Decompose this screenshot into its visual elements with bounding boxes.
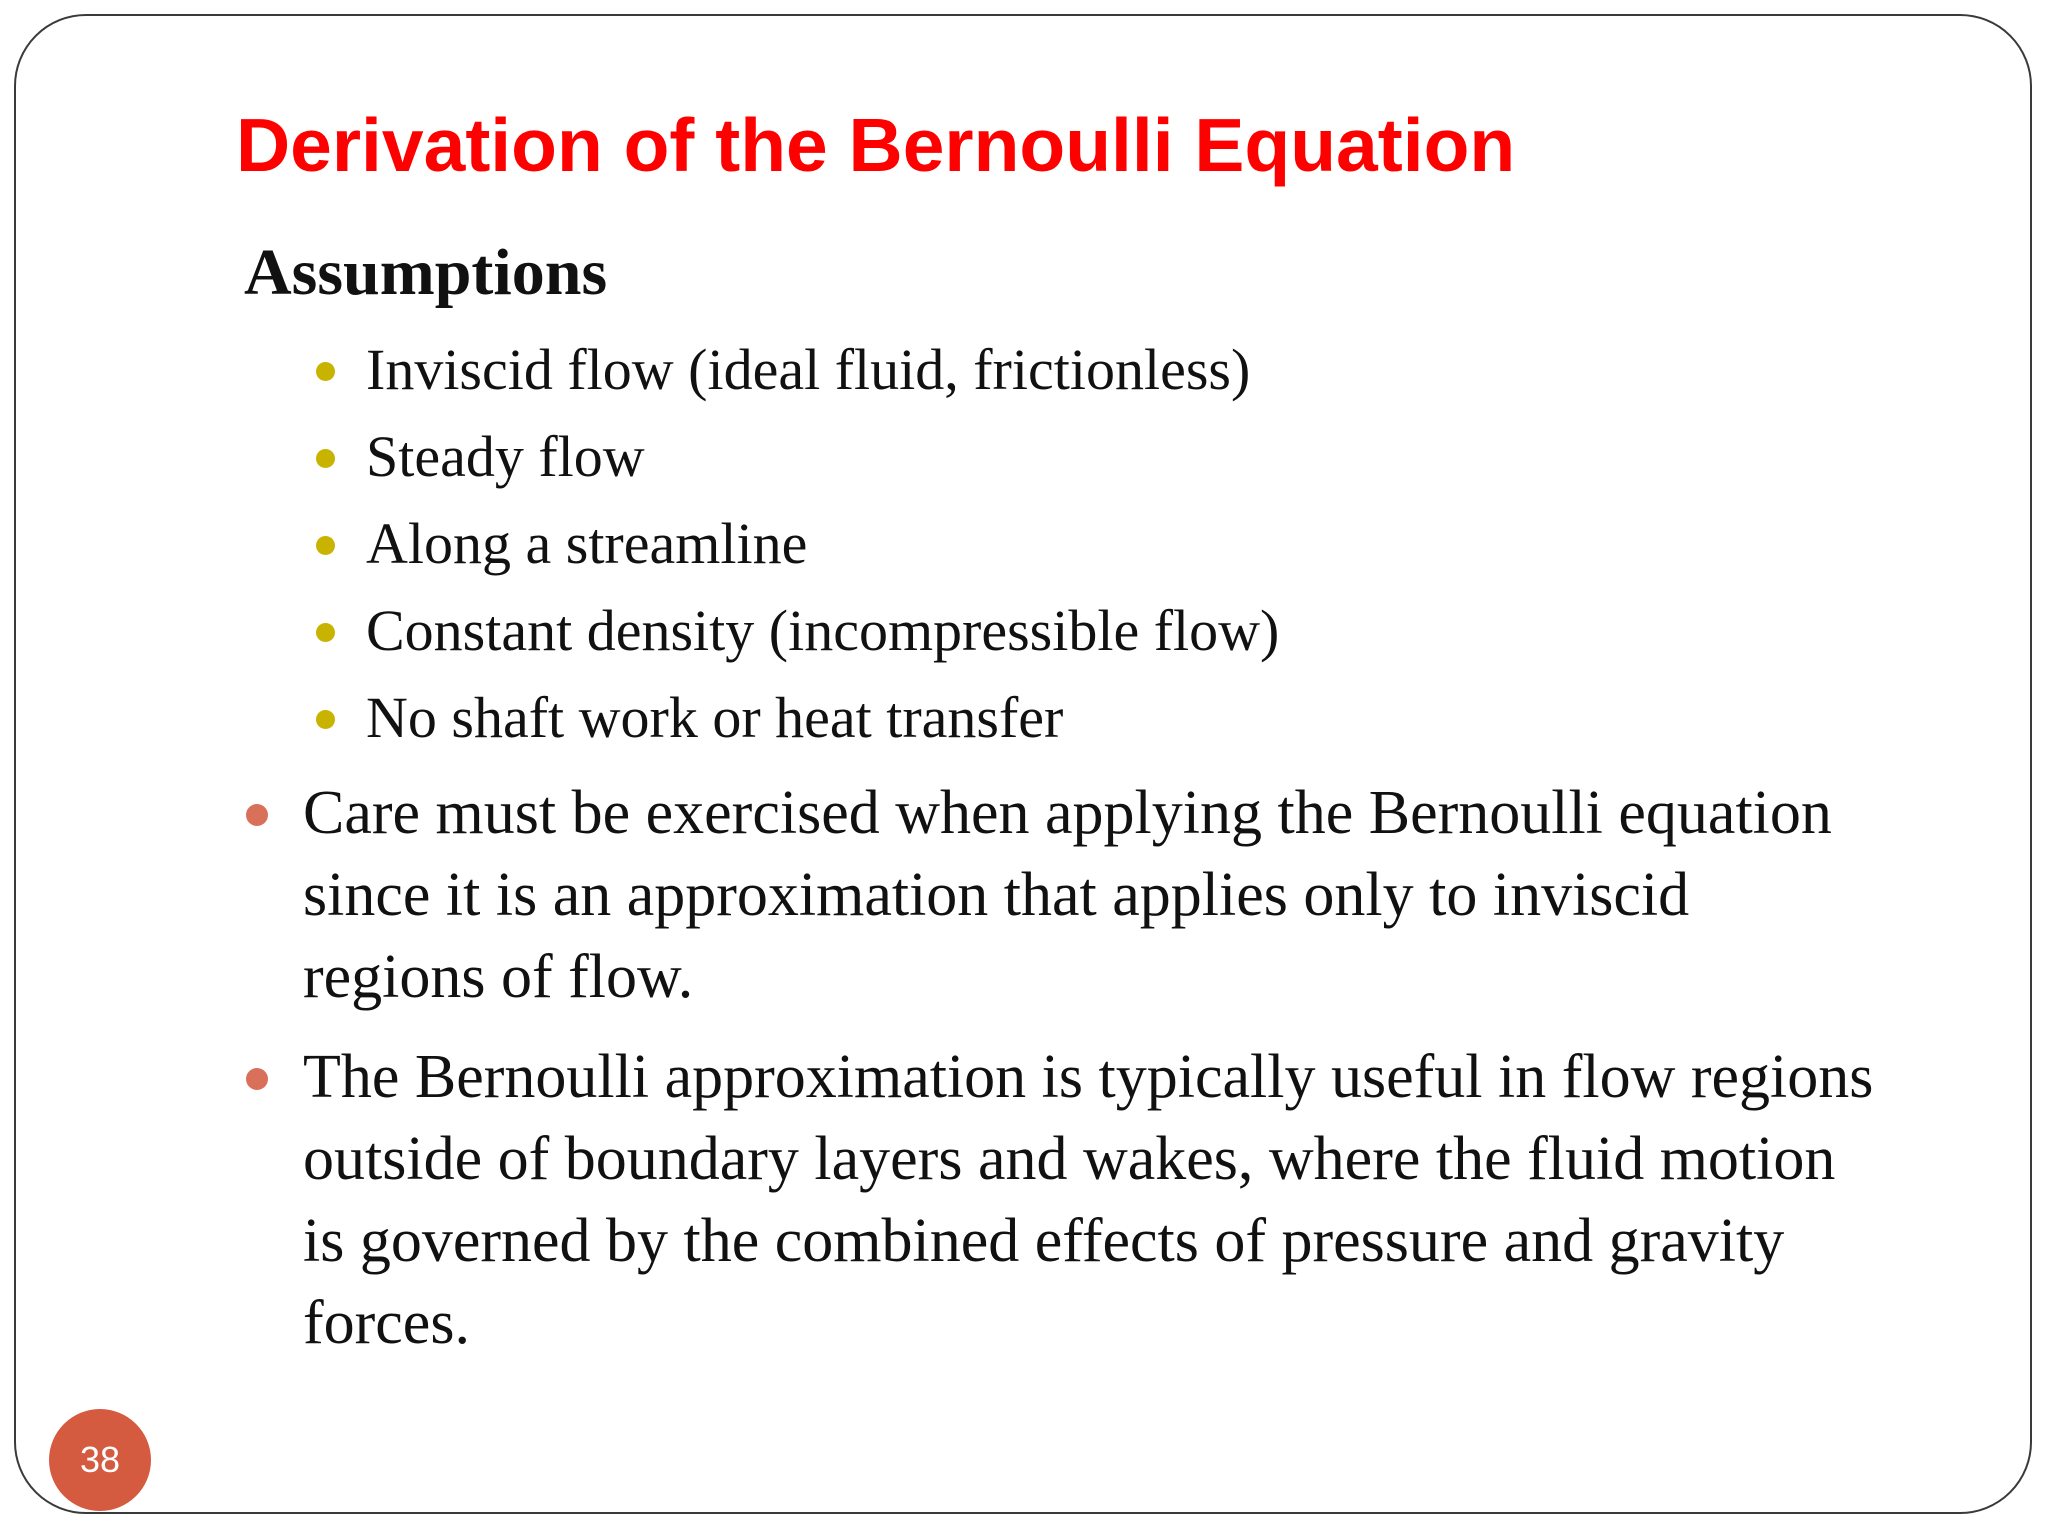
assumptions-list xyxy=(316,326,1279,761)
assumption-text: Inviscid flow (ideal fluid, frictionless) xyxy=(366,337,1251,402)
page-number: 38 xyxy=(79,1439,121,1480)
assumptions-heading: Assumptions xyxy=(244,236,608,309)
main-bullet-list xyxy=(246,772,1886,1382)
bullet-text: Care must be exercised when applying the Bernoulli equation since it is an approximation that applies only to inviscid regions of flow. xyxy=(303,779,1832,1011)
bullet-text: The Bernoulli approximation is typically useful in flow regions outside of boundary layers and wakes, where the fluid motion is governed by the combined effects of pressure and gravity forces. xyxy=(303,1043,1874,1357)
assumption-item xyxy=(316,587,1279,674)
bullet-dot-icon xyxy=(246,1068,268,1090)
bullet-dot-icon xyxy=(316,536,335,555)
assumption-text: No shaft work or heat transfer xyxy=(366,685,1064,750)
slide-frame xyxy=(14,14,2032,1514)
bullet-dot-icon xyxy=(246,804,268,826)
bullet-dot-icon xyxy=(316,362,335,381)
assumption-item xyxy=(316,413,1279,500)
bullet-dot-icon xyxy=(316,449,335,468)
assumption-item xyxy=(316,674,1279,761)
slide-title: Derivation of the Bernoulli Equation xyxy=(236,103,1516,187)
bullet-dot-icon xyxy=(316,710,335,729)
assumption-text: Constant density (incompressible flow) xyxy=(366,598,1280,663)
assumption-item xyxy=(316,326,1279,413)
assumption-text: Along a streamline xyxy=(366,511,808,576)
assumption-item xyxy=(316,500,1279,587)
assumption-text: Steady flow xyxy=(366,424,645,489)
bullet-dot-icon xyxy=(316,623,335,642)
bullet-item xyxy=(246,1036,1886,1364)
page-number-badge xyxy=(49,1409,151,1511)
bullet-item xyxy=(246,772,1886,1018)
